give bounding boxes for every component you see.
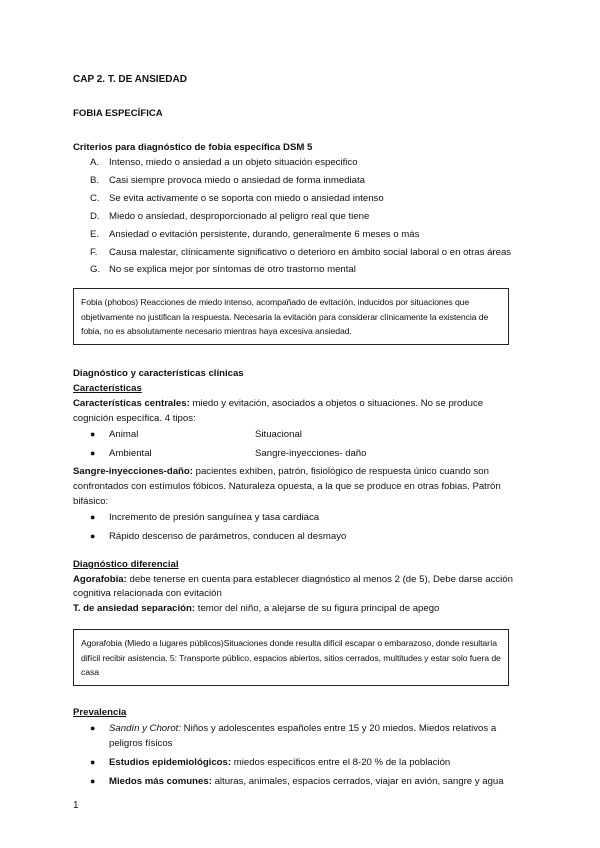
phobia-types-list	[73, 428, 518, 462]
prevalence-heading: Prevalencia	[73, 707, 127, 719]
criteria-letter: A.	[90, 157, 100, 169]
criteria-text: Miedo o ansiedad, desproporcionado al peligro real que tiene	[109, 210, 370, 222]
criteria-letter: E.	[90, 228, 100, 240]
bullet-icon: ●	[90, 723, 96, 734]
characteristics-heading: Características	[73, 383, 142, 395]
criteria-item	[73, 228, 518, 243]
blood-text: pacientes exhiben, patrón, fisiológico de respuesta único cuando son confrontados con estímulos fóbicos. Naturaleza opuesta, a la que se produce en otras fobias. Patrón bifásico:	[73, 466, 501, 508]
agoraphobia-paragraph	[73, 573, 518, 603]
biphasic-text: Rápido descenso de parámetros, conducen al desmayo	[109, 530, 347, 542]
agoraphobia-box-text: Agorafobia (Miedo a lugares públicos)Situaciones donde resulta difícil escapar o embarazoso, donde resultaría difícil recibir asistencia. 5: Transporte público, espacios abiertos, sitios cerrados, multitudes y estar solo fuera de casa	[81, 638, 501, 677]
criteria-letter: G.	[90, 264, 101, 276]
central-label: Características centrales:	[73, 398, 190, 410]
prevalence-label: Miedos más comunes:	[109, 775, 212, 787]
agoraphobia-box	[73, 629, 509, 686]
criteria-letter: F.	[90, 246, 98, 258]
criteria-text: Casi siempre provoca miedo o ansiedad de forma inmediata	[109, 175, 365, 187]
criteria-item	[73, 174, 518, 189]
list-item	[73, 775, 518, 790]
list-item	[73, 530, 518, 545]
bullet-icon: ●	[90, 530, 96, 541]
separation-label: T. de ansiedad separación:	[73, 603, 196, 615]
type-right: Sangre-inyecciones- daño	[255, 447, 367, 459]
prevalence-text: miedos específicos entre el 8-20 % de la población	[231, 756, 451, 768]
agora-label: Agorafobia:	[73, 573, 127, 585]
prevalence-list	[73, 722, 518, 789]
diagnosis-title: Diagnóstico y características clínicas	[73, 368, 244, 380]
criteria-letter: C.	[90, 192, 100, 204]
prevalence-text: Niños y adolescentes españoles entre 15 y 20 miedos. Miedos relativos a peligros físicos	[109, 723, 497, 749]
page-number: 1	[73, 800, 79, 811]
criteria-text: Intenso, miedo o ansiedad a un objeto situación especifico	[109, 157, 358, 169]
central-characteristics	[73, 397, 518, 427]
bullet-icon: ●	[90, 512, 96, 523]
list-item	[73, 511, 518, 526]
list-item	[73, 428, 518, 443]
criteria-text: Ansiedad o evitación persistente, durando, generalmente 6 meses o más	[109, 228, 420, 240]
biphasic-list	[73, 511, 518, 545]
prevalence-label: Sandín y Chorot:	[109, 723, 181, 735]
criteria-item	[73, 192, 518, 207]
criteria-title: Criterios para diagnóstico de fobia específica DSM 5	[73, 142, 313, 154]
bullet-icon: ●	[90, 775, 96, 786]
criteria-list	[73, 156, 518, 278]
criteria-letter: D.	[90, 210, 100, 222]
central-text: miedo y evitación, asociados a objetos o situaciones. No se produce cognición específica. 4 tipos:	[73, 398, 484, 424]
criteria-letter: B.	[90, 175, 100, 187]
differential-heading: Diagnóstico diferencial	[73, 558, 179, 570]
criteria-text: Causa malestar, clínicamente significativo o deterioro en ámbito social laboral o en otras áreas	[109, 246, 512, 258]
separation-text: temor del niño, a alejarse de su figura principal de apego	[195, 603, 440, 615]
list-item	[73, 447, 518, 462]
list-item	[73, 722, 518, 752]
type-left: Animal	[109, 428, 139, 440]
section-title: FOBIA ESPECÍFICA	[73, 107, 163, 119]
criteria-text: No se explica mejor por síntomas de otro trastorno mental	[109, 264, 356, 276]
prevalence-label: Estudios epidemiológicos:	[109, 756, 232, 768]
type-right: Situacional	[255, 428, 302, 440]
criteria-item	[73, 156, 518, 171]
bullet-icon: ●	[90, 447, 96, 458]
criteria-text: Se evita activamente o se soporta con miedo o ansiedad intenso	[109, 192, 384, 204]
blood-injection-paragraph	[73, 465, 518, 510]
criteria-item	[73, 210, 518, 225]
list-item	[73, 756, 518, 771]
phobia-definition-box	[73, 288, 509, 345]
blood-label: Sangre-inyecciones-daño:	[73, 466, 193, 478]
agora-text: debe tenerse en cuenta para establecer diagnóstico al menos 2 (de 5), Debe darse acción cognitiva relacionada con evitación	[73, 573, 513, 600]
separation-paragraph	[73, 602, 518, 617]
type-left: Ambiental	[109, 447, 152, 459]
chapter-title: CAP 2. T. DE ANSIEDAD	[73, 74, 187, 85]
biphasic-text: Incremento de presión sanguínea y tasa cardiaca	[109, 512, 320, 524]
criteria-item	[73, 263, 518, 278]
bullet-icon: ●	[90, 428, 96, 439]
bullet-icon: ●	[90, 756, 96, 767]
prevalence-text: alturas, animales, espacios cerrados, viajar en avión, sangre y agua	[211, 775, 504, 787]
phobia-definition-text: Fobia (phobos) Reacciones de miedo intenso, acompañado de evitación, inducidos por situaciones que objetivamente no justifican la respuesta. Necesaria la evitación para considerar clínicamente la existencia de fobia, no es absolutamente necesario mientras haya excesiva ansiedad.	[81, 297, 489, 336]
criteria-item	[73, 246, 518, 261]
